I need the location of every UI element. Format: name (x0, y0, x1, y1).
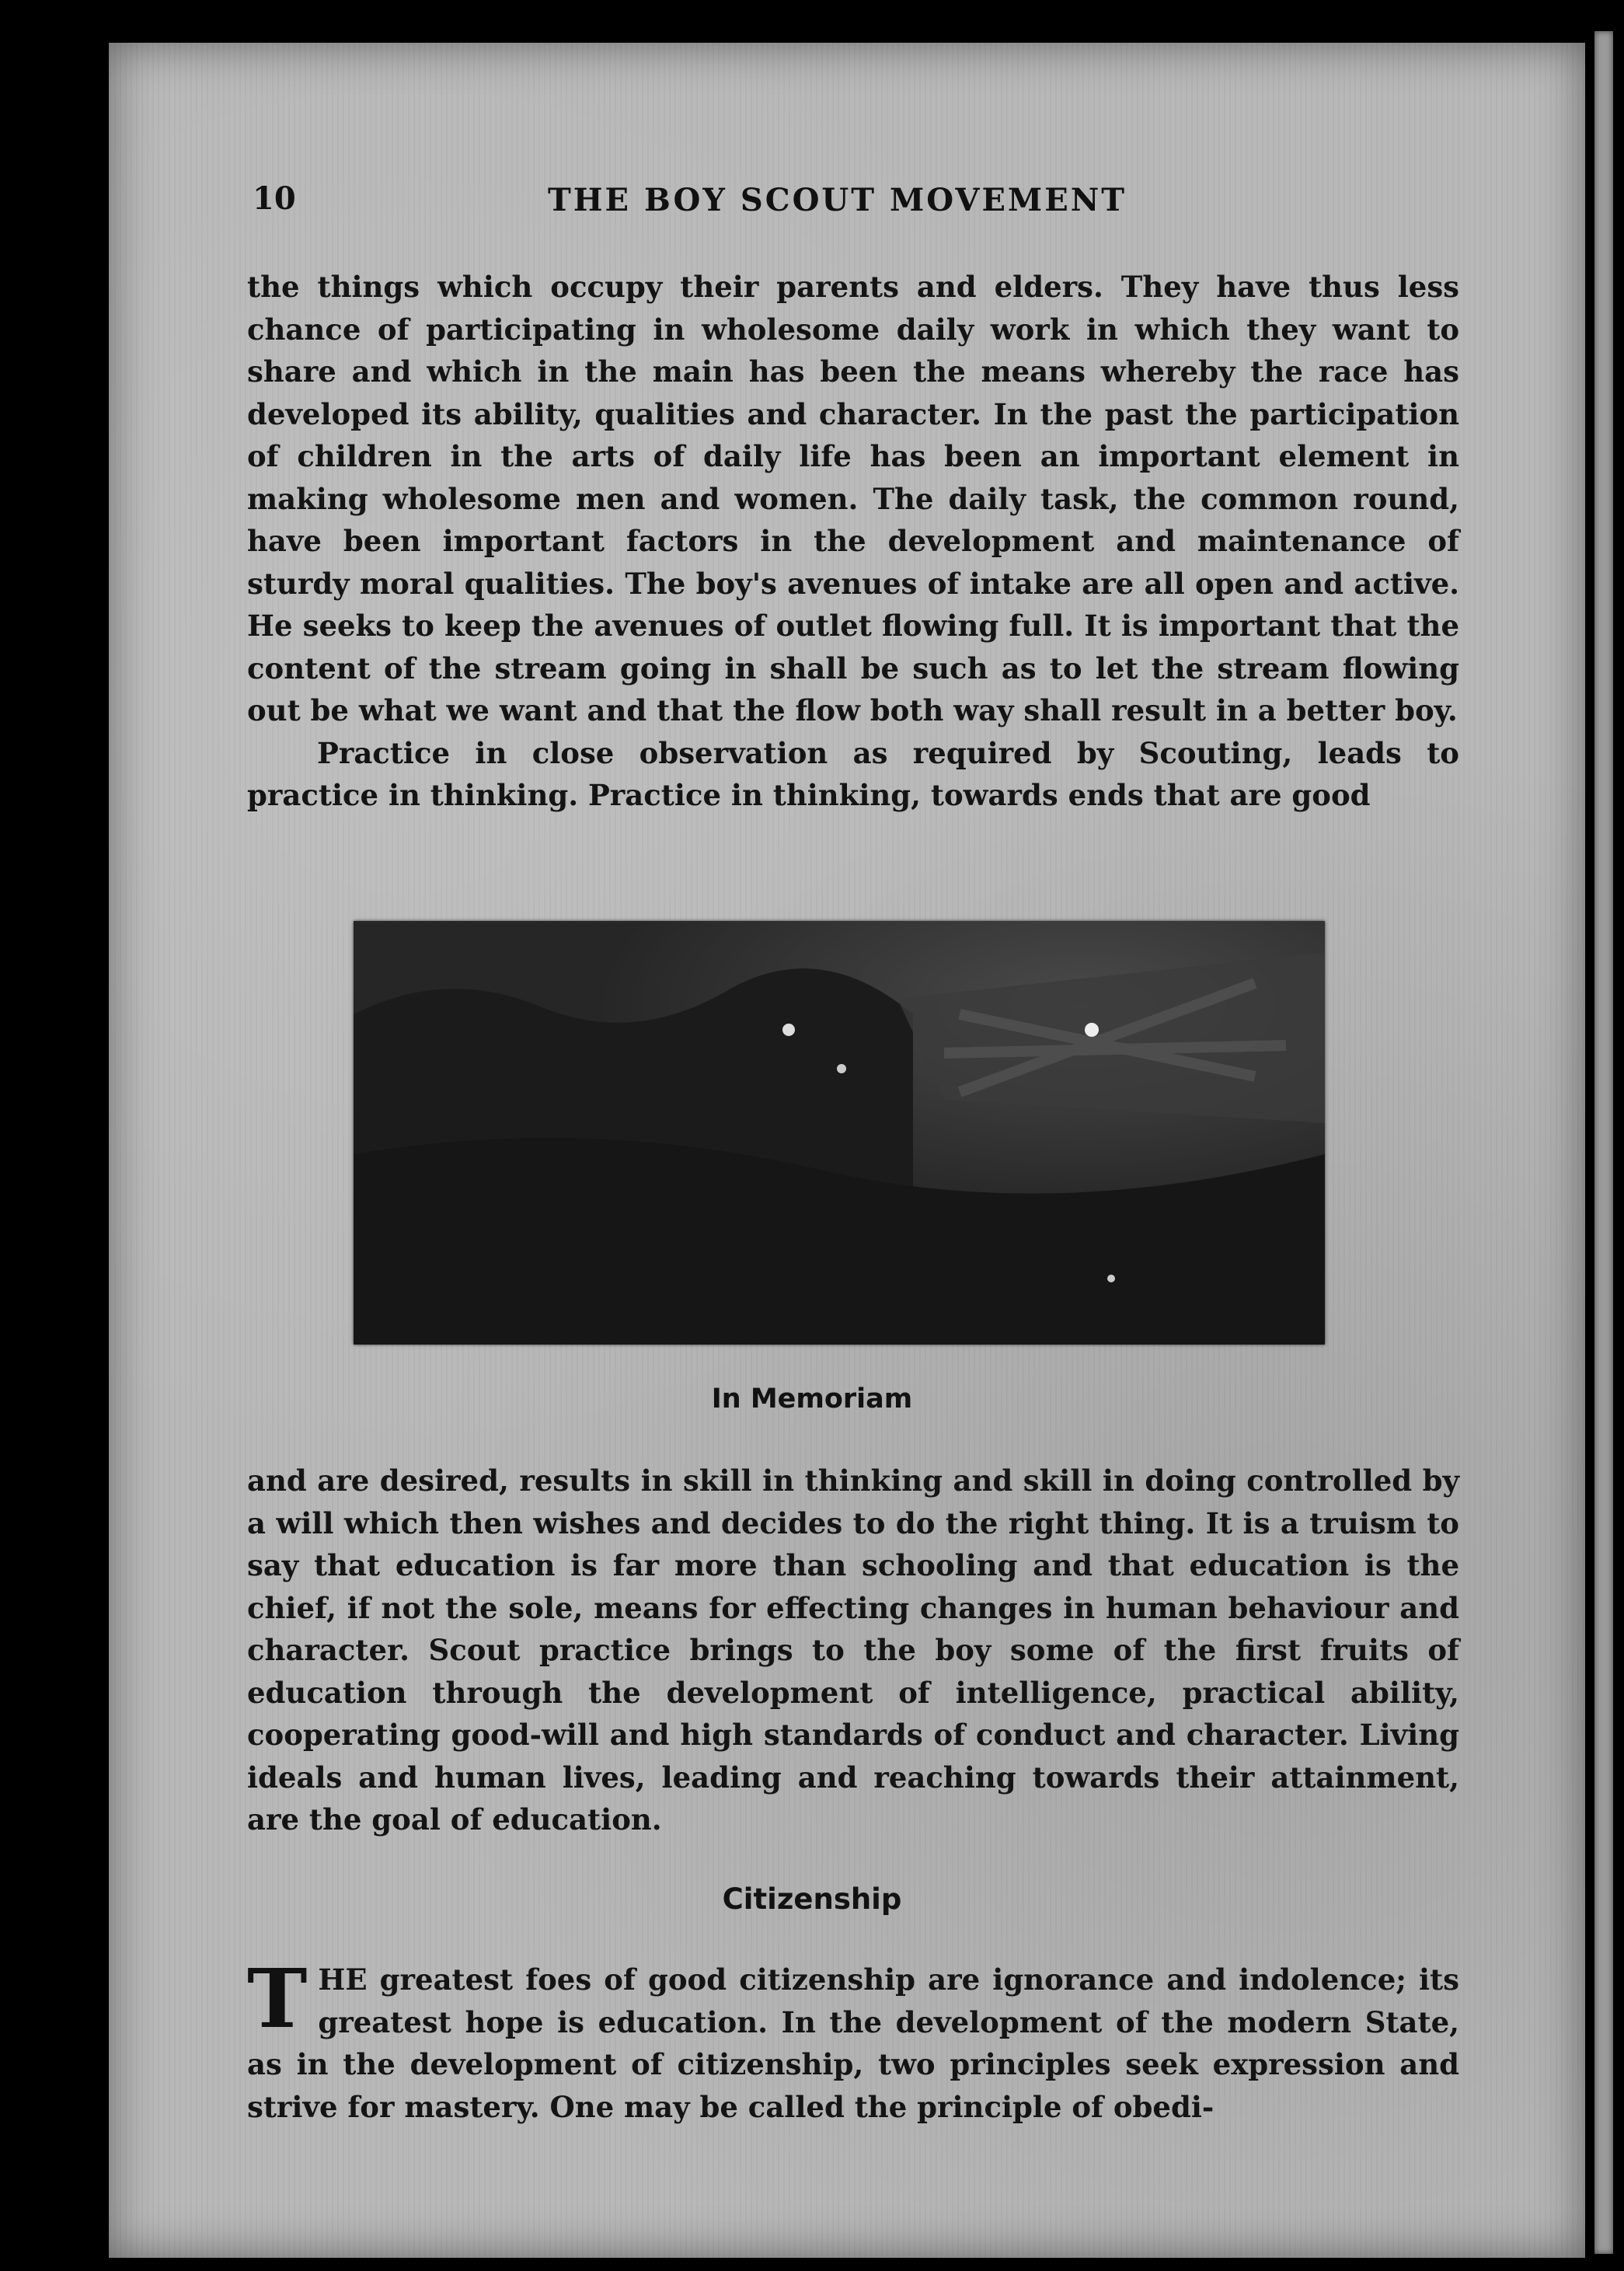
photo-image (354, 921, 1325, 1345)
next-page-edge (1594, 31, 1613, 2254)
section-heading: Citizenship (722, 1882, 902, 1916)
middle-text (247, 1460, 1459, 1841)
header-title: THE BOY SCOUT MOVEMENT (548, 182, 1127, 218)
top-text (247, 266, 1459, 817)
photo-caption: In Memoriam (711, 1383, 913, 1415)
page-number: 10 (253, 180, 296, 217)
running-head (253, 180, 1488, 227)
paragraph: Practice in close observation as required by Scouting, leads to practice in thinking. Practice in thinking, towards ends that are good (247, 735, 1459, 812)
section-text (247, 1951, 1459, 2128)
paragraph: HE greatest foes of good citizenship are ignorance and indolence; its greatest hope is education. In the development of the modern State, as in the development of citizenship, two principles seek expression and strive for mastery. One may be called the principle of obedi- (247, 1962, 1459, 2124)
memorial-photo (354, 921, 1325, 1345)
paragraph: the things which occupy their parents and elders. They have thus less chance of participating in wholesome daily work in which they want to share and which in the main has been the means whereby the race has developed its ability, qualities and character. In the past the participation of children in the arts of daily life has been an important element in making wholesome men and women. The daily task, the common round, have been important factors in the development and maintenance of sturdy moral qualities. The boy's avenues of intake are all open and active. He seeks to keep the avenues of outlet flowing full. It is important that the content of the stream going in shall be such as to let the stream flowing out be what we want and that the flow both way shall result in a better boy. (247, 270, 1459, 727)
paragraph: and are desired, results in skill in thinking and skill in doing controlled by a will which then wishes and decides to do the right thing. It is a truism to say that education is far more than schooling and that education is the chief, if not the sole, means for effecting changes in human behaviour and character. Scout practice brings to the boy some of the first fruits of education through the development of intelligence, practical ability, cooperating good-will and high standards of conduct and character. Living ideals and human lives, leading and reaching towards their attainment, are the goal of education. (247, 1463, 1459, 1837)
drop-cap: T (247, 1951, 308, 2046)
